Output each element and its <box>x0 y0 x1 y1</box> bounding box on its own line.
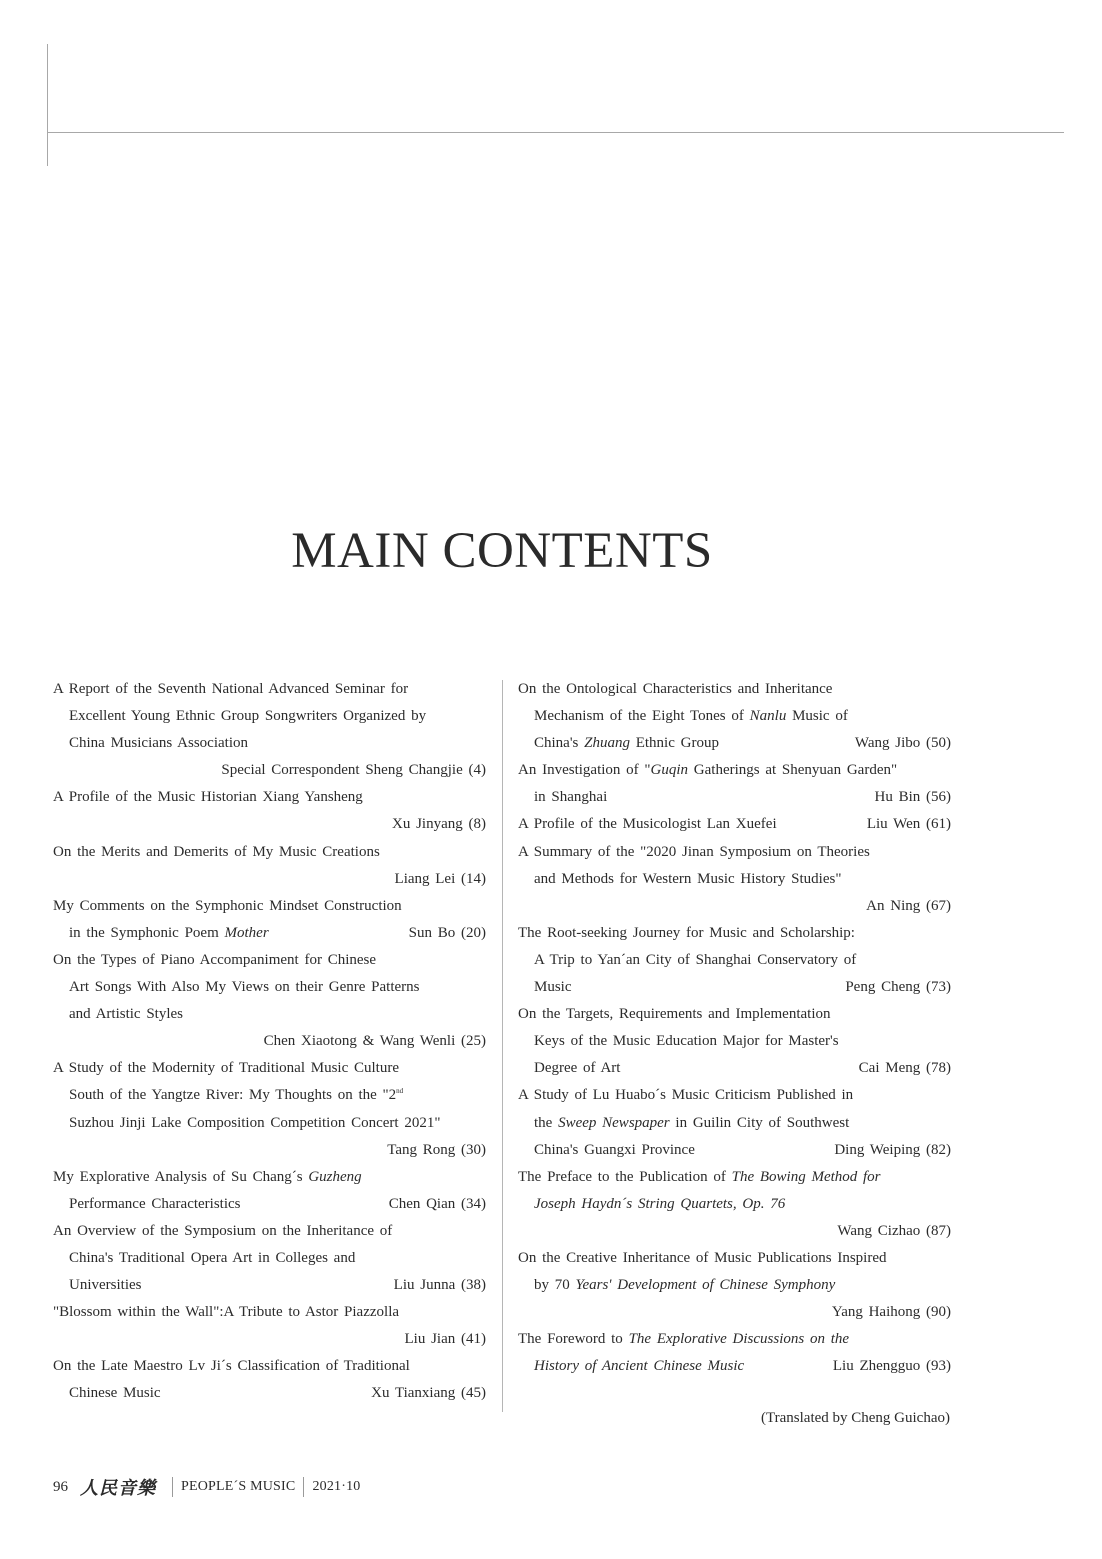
author-page: Liu Jian (41) <box>404 1331 486 1348</box>
author-page: Liu Zhengguo (93) <box>832 1358 951 1375</box>
author-page-line <box>518 893 951 920</box>
author-page: Chen Xiaotong & Wang Wenli (25) <box>263 1033 486 1050</box>
title-text: Suzhou Jinji Lake Composition Competition Concert 2021" <box>69 1114 441 1131</box>
entry-title-line <box>53 1055 486 1082</box>
author-page: Wang Jibo (50) <box>854 735 951 752</box>
italic-text: The Bowing Method for <box>731 1168 881 1185</box>
title-text: Ethnic Group <box>629 735 719 752</box>
author-page: Tang Rong (30) <box>387 1141 486 1158</box>
entry-title-line <box>53 1110 486 1137</box>
author-page-line <box>518 1218 951 1245</box>
header-rule <box>47 132 1064 133</box>
title-text: by 70 <box>534 1277 576 1294</box>
author-page: Ding Weiping (82) <box>834 1141 951 1158</box>
title-text: Excellent Young Ethnic Group Songwriters Organized by <box>69 708 427 725</box>
entry-title-line <box>53 947 486 974</box>
contents-entry <box>53 1164 486 1218</box>
author-page: Xu Tianxiang (45) <box>371 1385 486 1402</box>
entry-title-line <box>53 1082 486 1109</box>
entry-title-line <box>518 1272 951 1299</box>
author-page-line <box>53 811 486 838</box>
entry-title-line <box>53 1299 486 1326</box>
italic-text: Nanlu <box>749 708 787 725</box>
italic-text: Mother <box>224 924 269 941</box>
entry-title-line <box>53 1245 486 1272</box>
title-text: A Summary of the "2020 Jinan Symposium on Theories <box>518 843 870 860</box>
entry-title-line <box>518 920 951 947</box>
title-text: The Foreword to <box>518 1331 629 1348</box>
contents-entry <box>518 811 951 838</box>
entry-title-line <box>53 974 486 1001</box>
entry-title-line <box>518 1353 951 1380</box>
title-text: On the Targets, Requirements and Implementation <box>518 1006 831 1023</box>
entry-title-line <box>53 1353 486 1380</box>
entry-title-line <box>518 1110 951 1137</box>
title-text: On the Merits and Demerits of My Music Creations <box>53 843 380 860</box>
italic-text: Years' Development of Chinese Symphony <box>575 1277 836 1294</box>
page-footer <box>53 1475 361 1499</box>
entry-title-line <box>53 703 486 730</box>
title-text: Chinese Music <box>69 1385 161 1402</box>
contents-entry <box>518 1164 951 1245</box>
entry-title-line <box>518 703 951 730</box>
title-text: On the Late Maestro Lv Ji´s Classification of Traditional <box>53 1358 410 1375</box>
title-text: An Investigation of " <box>518 762 651 779</box>
title-text: Music <box>534 979 572 996</box>
title-text: Music of <box>786 708 848 725</box>
contents-column-left <box>53 676 486 1408</box>
author-page: Cai Meng (78) <box>858 1060 951 1077</box>
entry-title-line <box>53 1164 486 1191</box>
entry-title-line <box>518 1191 951 1218</box>
title-text: On the Types of Piano Accompaniment for Chinese <box>53 951 377 968</box>
title-text: and Artistic Styles <box>69 1006 183 1023</box>
entry-title-line <box>518 839 951 866</box>
entry-title-line <box>518 676 951 703</box>
contents-entry <box>53 1218 486 1299</box>
entry-title-line <box>53 1380 486 1407</box>
entry-title-line <box>53 1272 486 1299</box>
entry-title-line <box>53 1191 486 1218</box>
title-text: "Blossom within the Wall":A Tribute to Astor Piazzolla <box>53 1304 400 1321</box>
magazine-name: PEOPLE´S MUSIC <box>181 1479 296 1494</box>
italic-text: Sweep Newspaper <box>558 1114 670 1131</box>
entry-title-line <box>518 1164 951 1191</box>
author-page: An Ning (67) <box>866 897 951 914</box>
title-text: A Study of the Modernity of Traditional Music Culture <box>53 1060 399 1077</box>
author-page: Peng Cheng (73) <box>845 979 951 996</box>
title-text: On the Creative Inheritance of Music Publications Inspired <box>518 1249 887 1266</box>
contents-entry <box>518 839 951 920</box>
contents-entry <box>518 1082 951 1163</box>
title-text: Gatherings at Shenyuan Garden" <box>688 762 898 779</box>
contents-entry <box>53 839 486 893</box>
title-text: Performance Characteristics <box>69 1195 241 1212</box>
title-text: A Trip to Yan´an City of Shanghai Conservatory of <box>534 951 857 968</box>
author-page: Liang Lei (14) <box>394 870 486 887</box>
title-text: A Profile of the Music Historian Xiang Yansheng <box>53 789 363 806</box>
italic-text: Guqin <box>650 762 689 779</box>
entry-title-line <box>518 1326 951 1353</box>
entry-title-line <box>518 866 951 893</box>
title-text: A Study of Lu Huabo´s Music Criticism Published in <box>518 1087 854 1104</box>
contents-entry <box>53 947 486 1055</box>
entry-title-line <box>518 730 951 757</box>
contents-entry <box>53 1299 486 1353</box>
entry-title-line <box>518 757 951 784</box>
title-text: China's Guangxi Province <box>534 1141 695 1158</box>
italic-text: The Explorative Discussions on the <box>628 1331 850 1348</box>
contents-column-right <box>518 676 951 1380</box>
title-text: On the Ontological Characteristics and Inheritance <box>518 681 833 697</box>
title-text: Art Songs With Also My Views on their Genre Patterns <box>69 979 420 996</box>
title-text: Degree of Art <box>534 1060 621 1077</box>
title-text: A Profile of the Musicologist Lan Xuefei <box>518 816 777 833</box>
title-text: My Explorative Analysis of Su Chang´s <box>53 1168 309 1185</box>
title-text: China's <box>534 735 585 752</box>
entry-title-line <box>518 974 951 1001</box>
title-text: My Comments on the Symphonic Mindset Construction <box>53 897 402 914</box>
footer-separator <box>172 1477 173 1497</box>
footer-separator <box>303 1477 304 1497</box>
magazine-logo: 人民音樂 <box>80 1478 156 1499</box>
title-text: the <box>534 1114 559 1131</box>
contents-entry <box>53 784 486 838</box>
title-text: in Guilin City of Southwest <box>669 1114 850 1131</box>
italic-text: Joseph Haydn´s String Quartets, Op. 76 <box>534 1195 786 1212</box>
author-page: Hu Bin (56) <box>874 789 951 806</box>
author-page-line <box>53 757 486 784</box>
title-text: China's Traditional Opera Art in Colleges and <box>69 1249 356 1266</box>
entry-title-line <box>53 676 486 703</box>
entry-title-line <box>518 1137 951 1164</box>
title-text: The Preface to the Publication of <box>518 1168 732 1185</box>
entry-title-line <box>518 811 951 838</box>
italic-text: Zhuang <box>584 735 630 752</box>
author-page: Liu Junna (38) <box>393 1277 486 1294</box>
crop-mark-vertical <box>47 44 48 166</box>
contents-entry <box>518 1245 951 1326</box>
author-page: Xu Jinyang (8) <box>392 816 486 833</box>
entry-title-line <box>53 1218 486 1245</box>
contents-entry <box>53 1055 486 1163</box>
contents-entry <box>518 920 951 1001</box>
entry-title-line <box>518 1028 951 1055</box>
issue-label: 2021·10 <box>312 1479 361 1494</box>
entry-title-line <box>518 1001 951 1028</box>
entry-title-line <box>53 920 486 947</box>
translator-credit: (Translated by Cheng Guichao) <box>761 1410 950 1426</box>
title-text: Universities <box>69 1277 142 1294</box>
author-page-line <box>53 866 486 893</box>
entry-title-line <box>53 784 486 811</box>
entry-title-line <box>518 1055 951 1082</box>
author-page: Yang Haihong (90) <box>831 1304 951 1321</box>
page-title: MAIN CONTENTS <box>291 523 713 580</box>
contents-entry <box>518 676 951 757</box>
contents-entry <box>518 757 951 811</box>
title-text: Keys of the Music Education Major for Master's <box>534 1033 839 1050</box>
title-text: The Root-seeking Journey for Music and Scholarship: <box>518 924 855 941</box>
italic-text: History of Ancient Chinese Music <box>534 1358 745 1375</box>
author-page-line <box>53 1028 486 1055</box>
entry-title-line <box>53 893 486 920</box>
column-divider <box>502 680 503 1412</box>
contents-entry <box>53 893 486 947</box>
contents-entry <box>53 676 486 784</box>
author-page: Wang Cizhao (87) <box>837 1222 951 1239</box>
title-text: in Shanghai <box>534 789 608 806</box>
title-text: A Report of the Seventh National Advanced Seminar for <box>53 681 409 697</box>
title-text: and Methods for Western Music History Studies" <box>534 870 842 887</box>
entry-title-line <box>53 1001 486 1028</box>
title-text: in the Symphonic Poem <box>69 924 225 941</box>
italic-text: Guzheng <box>308 1168 362 1185</box>
entry-title-line <box>518 784 951 811</box>
contents-entry <box>518 1001 951 1082</box>
entry-title-line <box>518 1082 951 1109</box>
author-page-line <box>53 1137 486 1164</box>
title-text: South of the Yangtze River: My Thoughts on the "2 <box>69 1087 397 1104</box>
page-number: 96 <box>53 1478 68 1495</box>
entry-title-line <box>53 839 486 866</box>
author-page-line <box>518 1299 951 1326</box>
author-page: Sun Bo (20) <box>408 924 486 941</box>
contents-entry <box>518 1326 951 1380</box>
title-text: An Overview of the Symposium on the Inheritance of <box>53 1222 393 1239</box>
author-page: Chen Qian (34) <box>388 1195 486 1212</box>
author-page-line <box>53 1326 486 1353</box>
author-page: Liu Wen (61) <box>866 816 951 833</box>
title-text: China Musicians Association <box>69 735 248 752</box>
author-page: Special Correspondent Sheng Changjie (4) <box>221 762 486 779</box>
title-text: nd <box>396 1087 404 1096</box>
title-text: Mechanism of the Eight Tones of <box>534 708 750 725</box>
entry-title-line <box>53 730 486 757</box>
entry-title-line <box>518 1245 951 1272</box>
entry-title-line <box>518 947 951 974</box>
contents-entry <box>53 1353 486 1407</box>
